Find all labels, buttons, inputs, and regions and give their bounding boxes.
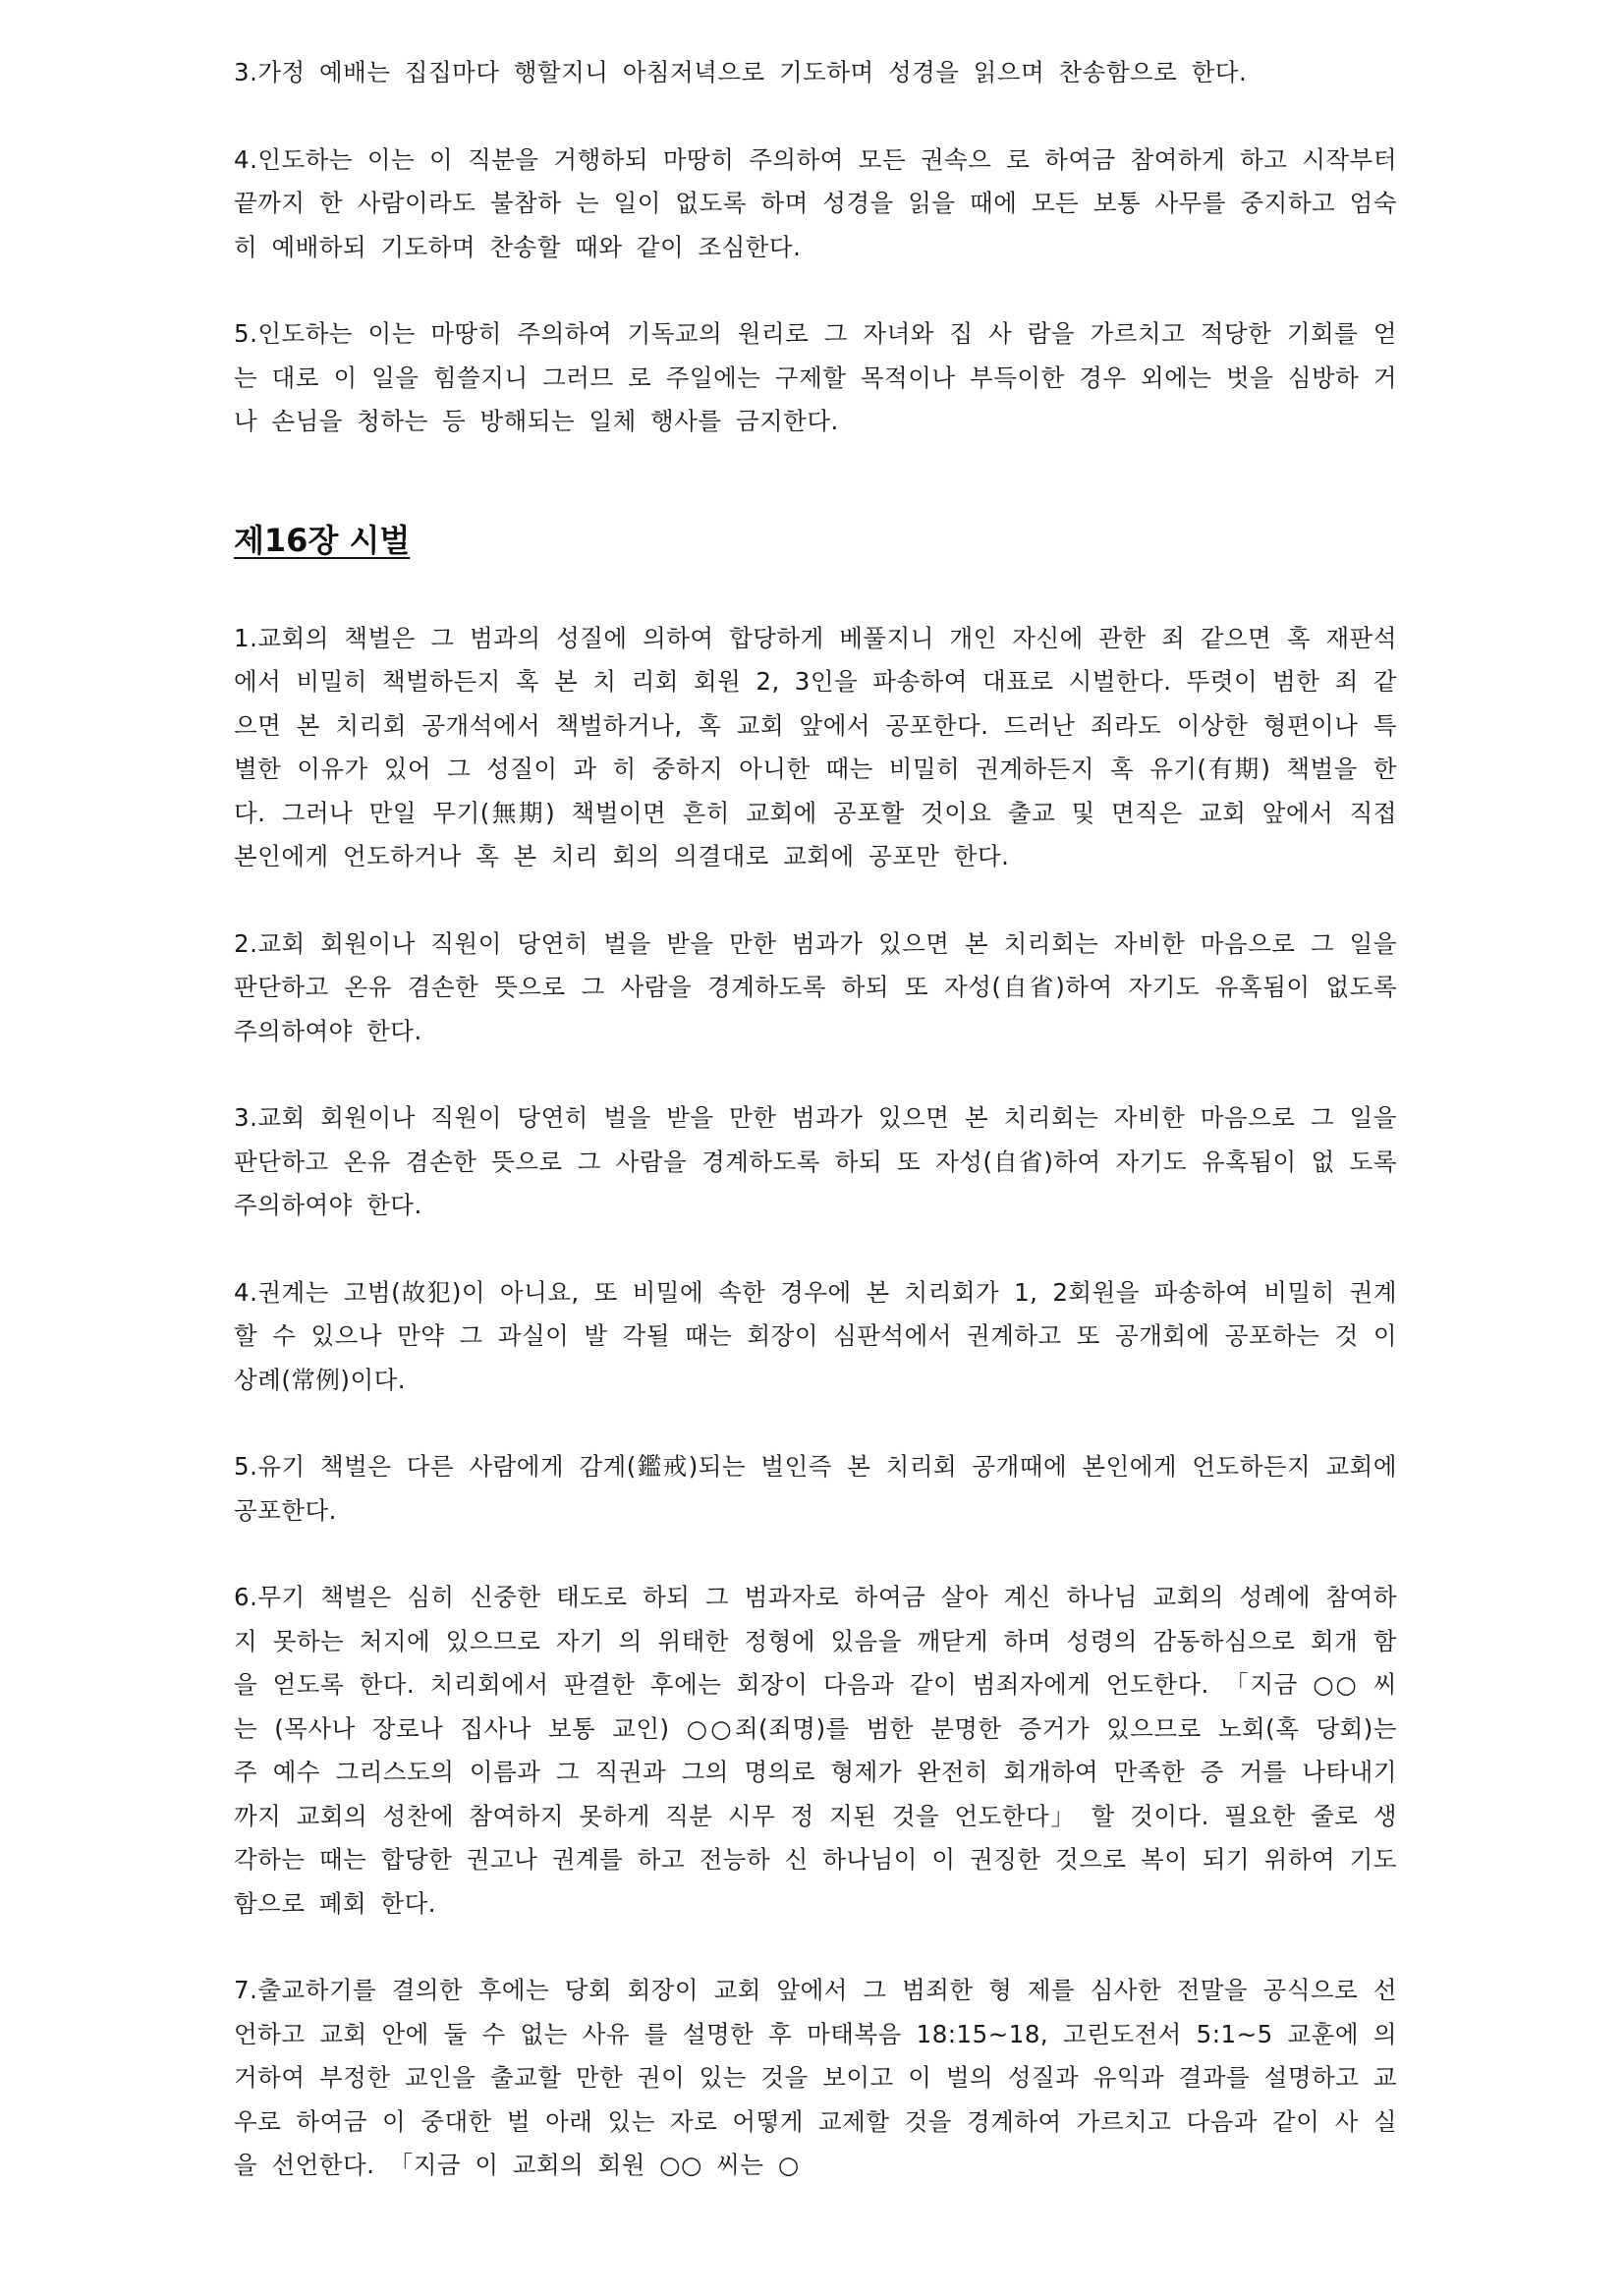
- discipline-paragraph-3: 3.교회 회원이나 직원이 당연히 벌을 받을 만한 범과가 있으면 본 치리회는 자비한 마음으로 그 일을 판단하고 온유 겸손한 뜻으로 그 사람을 경계하도록 하되 또 자성(自省)하여 자기도 유혹됨이 없 도록 주의하여야 한다.: [234, 1103, 1397, 1219]
- discipline-paragraph-4: 4.권계는 고범(故犯)이 아니요, 또 비밀에 속한 경우에 본 치리회가 1, 2회원을 파송하여 비밀히 권계할 수 있으나 만약 그 과실이 발 각될 때는 회장이 심판석에서 권계하고 또 공개회에 공포하는 것 이 상례(常例)이다.: [234, 1277, 1397, 1394]
- discipline-paragraph-2: 2.교회 회원이나 직원이 당연히 벌을 받을 만한 범과가 있으면 본 치리회는 자비한 마음으로 그 일을 판단하고 온유 겸손한 뜻으로 그 사람을 경계하도록 하되 또 자성(自省)하여 자기도 유혹됨이 없도록 주의하여야 한다.: [234, 928, 1397, 1045]
- document-page: [234, 51, 1397, 2188]
- chapter-16-heading: 제16장 시벌: [234, 521, 411, 559]
- discipline-paragraph-6: 6.무기 책벌은 심히 신중한 태도로 하되 그 범과자로 하여금 살아 계신 하나님 교회의 성례에 참여하지 못하는 처지에 있으므로 자기 의 위태한 정형에 있음을 깨닫게 하며 성령의 감동하심으로 회개 함을 얻도록 한다. 치리회에서 판결한 후에는 회장이 다음과 같이 범죄자에게 언도한다. 「지금 ○○ 씨는 (목사나 장로나 집사나 보통 교인) ○○죄(죄명)를 범한 분명한 증거가 있으므로 노회(혹 당회)는 주 예수 그리스도의 이름과 그 직권과 그의 명의로 형제가 완전히 회개하여 만족한 증 거를 나타내기까지 교회의 성찬에 참여하지 못하게 직분 시무 정 지된 것을 언도한다」 할 것이다. 필요한 줄로 생각하는 때는 합당한 권고나 권계를 하고 전능하 신 하나님이 이 권징한 것으로 복이 되기 위하여 기도함으로 폐회 한다.: [234, 1583, 1397, 1918]
- discipline-paragraph-7: 7.출교하기를 결의한 후에는 당회 회장이 교회 앞에서 그 범죄한 형 제를 심사한 전말을 공식으로 선언하고 교회 안에 둘 수 없는 사유 를 설명한 후 마태복음 18:15~18, 고린도전서 5:1~5 교훈에 의 거하여 부정한 교인을 출교할 만한 권이 있는 것을 보이고 이 벌의 성질과 유익과 결과를 설명하고 교우로 하여금 이 중대한 벌 아래 있는 자로 어떻게 교제할 것을 경계하여 가르치고 다음과 같이 사 실을 선언한다. 「지금 이 교회의 회원 ○○ 씨는 ○: [234, 1976, 1397, 2179]
- discipline-paragraph-5: 5.유기 책벌은 다른 사람에게 감계(鑑戒)되는 벌인즉 본 치리회 공개때에 본인에게 언도하든지 교회에 공포한다.: [234, 1452, 1397, 1525]
- discipline-paragraph-1: 1.교회의 책벌은 그 범과의 성질에 의하여 합당하게 베풀지니 개인 자신에 관한 죄 같으면 혹 재판석에서 비밀히 책벌하든지 혹 본 치 리회 회원 2, 3인을 파송하여 대표로 시벌한다. 뚜렷이 범한 죄 같 으면 본 치리회 공개석에서 책벌하거나, 혹 교회 앞에서 공포한다. 드러난 죄라도 이상한 형편이나 특별한 이유가 있어 그 성질이 과 히 중하지 아니한 때는 비밀히 권계하든지 혹 유기(有期) 책벌을 한 다. 그러나 만일 무기(無期) 책벌이면 흔히 교회에 공포할 것이요 출교 및 면직은 교회 앞에서 직접 본인에게 언도하거나 혹 본 치리 회의 의결대로 교회에 공포만 한다.: [234, 623, 1397, 870]
- paragraph-5-teaching: 5.인도하는 이는 마땅히 주의하여 기독교의 원리로 그 자녀와 집 사 람을 가르치고 적당한 기회를 얻는 대로 이 일을 힘쓸지니 그러므 로 주일에는 구제할 목적이나 부득이한 경우 외에는 벗을 심방하 거나 손님을 청하는 등 방해되는 일체 행사를 금지한다.: [234, 319, 1397, 435]
- paragraph-3-family-worship: 3.가정 예배는 집집마다 행할지니 아침저녁으로 기도하며 성경을 읽으며 찬송함으로 한다.: [234, 58, 1248, 86]
- paragraph-4-leader-duty: 4.인도하는 이는 이 직분을 거행하되 마땅히 주의하여 모든 권속으 로 하여금 참여하게 하고 시작부터 끝까지 한 사람이라도 불참하 는 일이 없도록 하며 성경을 읽을 때에 모든 보통 사무를 중지하고 엄숙히 예배하되 기도하며 찬송할 때와 같이 조심한다.: [234, 144, 1397, 261]
